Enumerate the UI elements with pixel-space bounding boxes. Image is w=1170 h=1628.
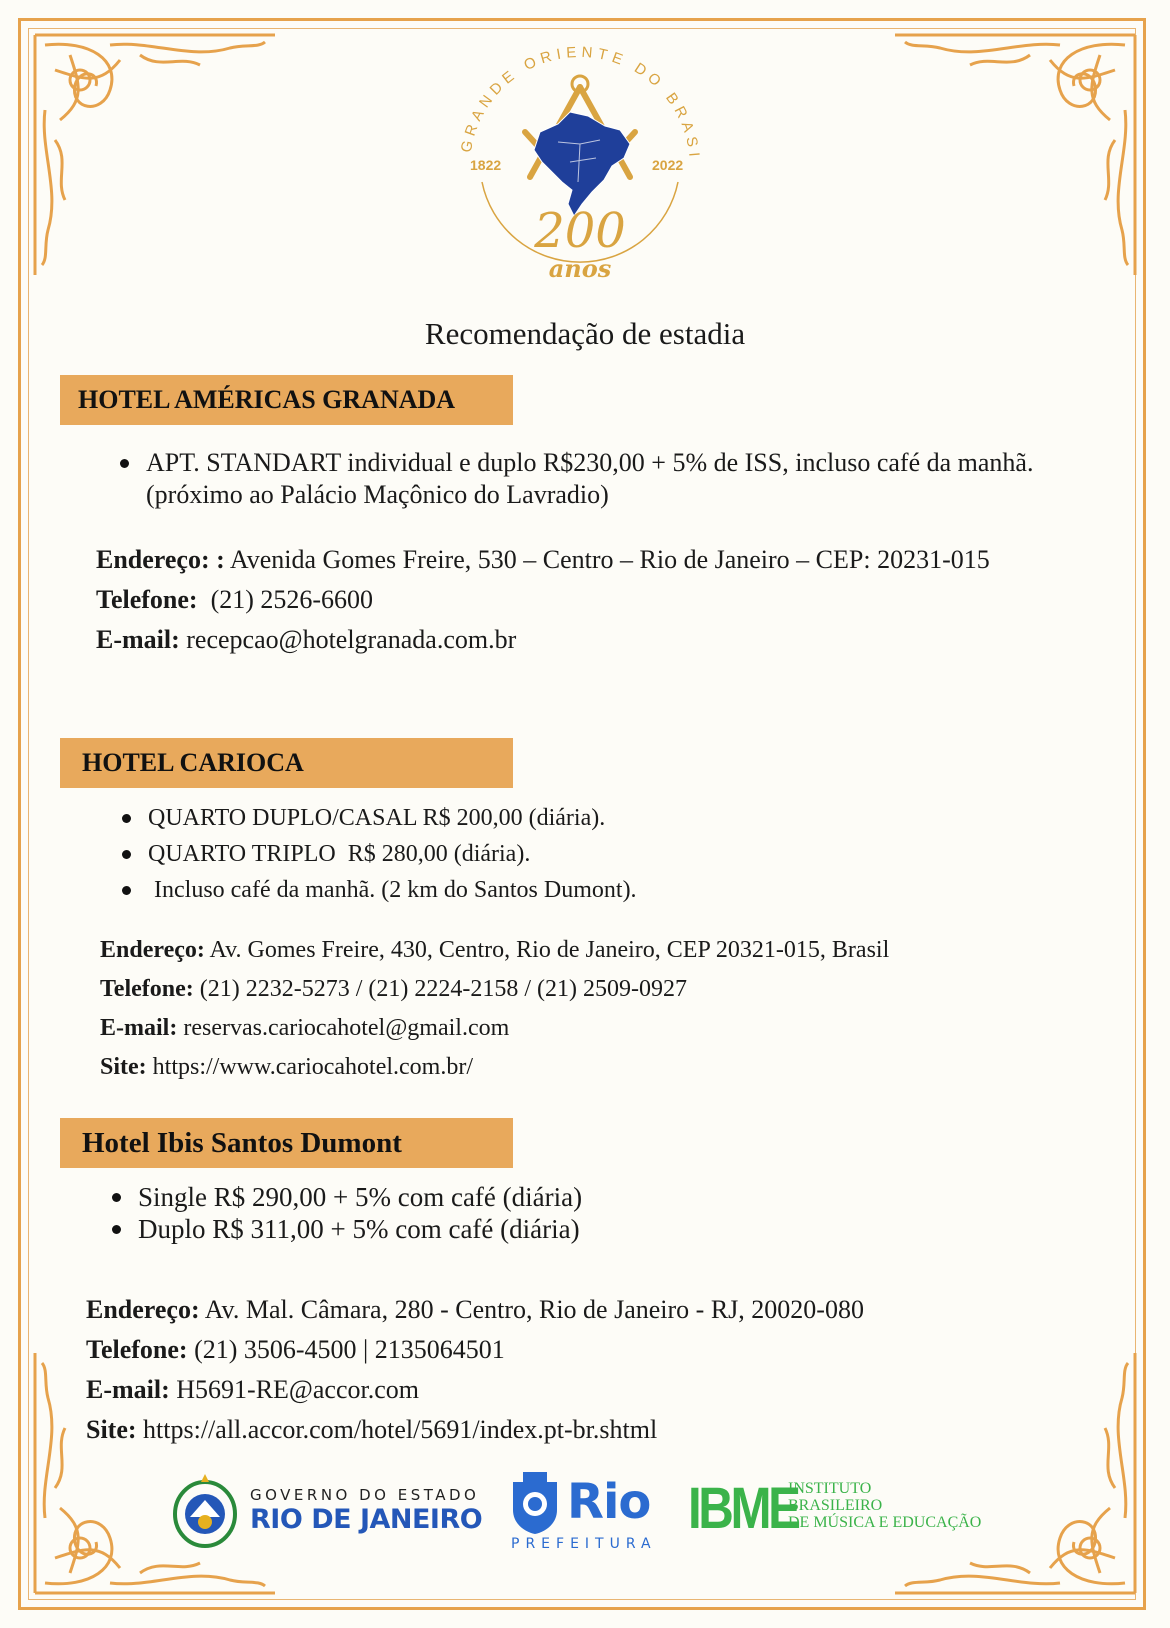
hotel-heading	[60, 1118, 513, 1168]
rate-item: Duplo R$ 311,00 + 5% com café (diária)	[112, 1213, 1012, 1245]
logo-year-left: 1822	[470, 157, 502, 173]
email-value: H5691-RE@accor.com	[169, 1375, 419, 1404]
rj-line2: RIO DE JANEIRO	[250, 1504, 483, 1535]
address-label: Endereço:	[86, 1295, 200, 1324]
sponsor-logos	[160, 1470, 1020, 1560]
rio-sub: PREFEITURA	[511, 1536, 657, 1552]
phone-label: Telefone:	[100, 976, 194, 1002]
site-link[interactable]: https://www.cariocahotel.com.br/	[146, 1054, 474, 1080]
ibme-line1: INSTITUTO	[788, 1480, 872, 1497]
email-line	[100, 1009, 1090, 1048]
rate-item: Single R$ 290,00 + 5% com café (diária)	[112, 1181, 1012, 1213]
phone-line	[96, 580, 1086, 620]
address-line	[96, 540, 1086, 580]
email-line	[96, 620, 1086, 660]
ibme-fullname	[788, 1480, 981, 1531]
hotel-name: HOTEL CARIOCA	[82, 748, 304, 777]
address-line	[86, 1290, 1076, 1330]
rate-item: QUARTO TRIPLO R$ 280,00 (diária).	[122, 836, 1022, 872]
ibme-line2: BRASILEIRO	[788, 1497, 883, 1514]
phone-label: Telefone:	[96, 585, 198, 614]
hotel-name: HOTEL AMÉRICAS GRANADA	[78, 385, 456, 414]
corner-ornament-icon	[890, 30, 1140, 280]
hotel-contact	[100, 931, 1090, 1087]
hotel-heading	[60, 738, 513, 788]
hotel-name: Hotel Ibis Santos Dumont	[82, 1126, 402, 1159]
phone-value: (21) 3506-4500 | 2135064501	[187, 1335, 505, 1364]
address-label: Endereço:	[100, 937, 205, 963]
corner-ornament-icon	[30, 30, 280, 280]
rate-item: Incluso café da manhã. (2 km do Santos Dumont).	[122, 872, 1022, 908]
rate-item: QUARTO DUPLO/CASAL R$ 200,00 (diária).	[122, 800, 1022, 836]
hotel-contact	[86, 1290, 1076, 1450]
hotel-contact	[96, 540, 1086, 660]
rio-crest-icon	[505, 1470, 565, 1536]
rj-coat-of-arms-icon	[170, 1472, 240, 1552]
hotel-heading	[60, 375, 513, 425]
logo-year-right: 2022	[652, 157, 684, 173]
phone-line	[100, 970, 1090, 1009]
hotel-rates-list	[122, 800, 1022, 908]
ibme-line3: DE MÚSICA E EDUCAÇÃO	[788, 1514, 982, 1531]
email-value: recepcao@hotelgranada.com.br	[179, 625, 517, 654]
ibme-acronym: IBME	[688, 1476, 798, 1541]
site-line	[86, 1410, 1076, 1450]
site-label: Site:	[86, 1415, 137, 1444]
address-line	[100, 931, 1090, 970]
site-label: Site:	[100, 1054, 147, 1080]
email-label: E-mail:	[86, 1375, 170, 1404]
page-title: Recomendação de estadia	[424, 316, 746, 351]
logo-word: anos	[548, 254, 612, 283]
email-line	[86, 1370, 1076, 1410]
phone-value: (21) 2526-6600	[197, 585, 374, 614]
rio-name: Rio	[567, 1474, 651, 1530]
site-line	[100, 1048, 1090, 1087]
rj-government-logo	[170, 1472, 483, 1552]
email-value: reservas.cariocahotel@gmail.com	[177, 1015, 510, 1041]
logo-number: 200	[534, 203, 626, 259]
phone-line	[86, 1330, 1076, 1370]
email-label: E-mail:	[96, 625, 180, 654]
email-label: E-mail:	[100, 1015, 178, 1041]
rate-item: APT. STANDART individual e duplo R$230,00 + 5% de ISS, incluso café da manhã. (próximo ao Palácio Maçônico do Lavradio)	[120, 447, 1080, 511]
rio-prefeitura-logo	[505, 1470, 665, 1560]
address-value: Av. Mal. Câmara, 280 - Centro, Rio de Janeiro - RJ, 20020-080	[199, 1295, 864, 1324]
hotel-rates-list	[120, 447, 1080, 511]
address-value: Avenida Gomes Freire, 530 – Centro – Rio de Janeiro – CEP: 20231-015	[224, 545, 990, 574]
rj-line1: GOVERNO DO ESTADO	[250, 1486, 480, 1504]
site-link[interactable]: https://all.accor.com/hotel/5691/index.pt-br.shtml	[136, 1415, 658, 1444]
logo-ring-text: GRANDE ORIENTE DO BRASI	[457, 43, 703, 163]
phone-label: Telefone:	[86, 1335, 188, 1364]
anniversary-logo	[430, 32, 730, 292]
ibme-logo	[688, 1476, 1008, 1550]
hotel-rates-list	[112, 1181, 1012, 1245]
address-label: Endereço: :	[96, 545, 225, 574]
phone-value: (21) 2232-5273 / (21) 2224-2158 / (21) 2509-0927	[193, 976, 688, 1002]
address-value: Av. Gomes Freire, 430, Centro, Rio de Janeiro, CEP 20321-015, Brasil	[204, 937, 890, 963]
